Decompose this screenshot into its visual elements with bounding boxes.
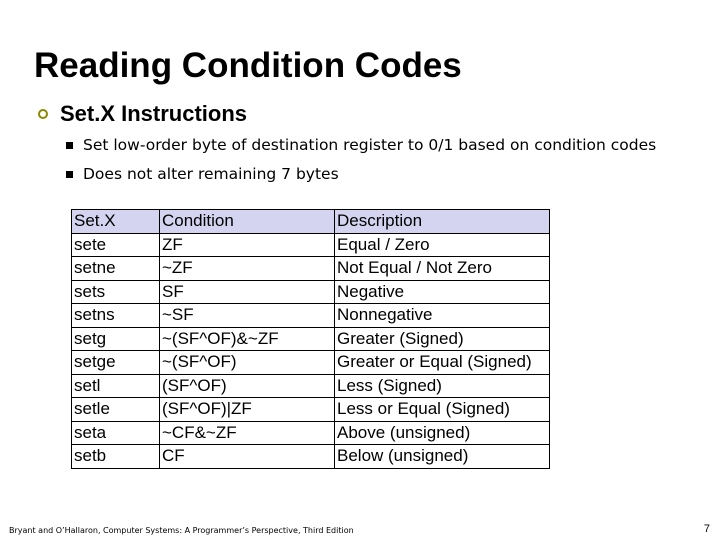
condition-cell: CF (160, 445, 335, 469)
footer-citation: Bryant and O’Hallaron, Computer Systems: A Programmer’s Perspective, Third Edition (9, 526, 354, 535)
ring-bullet-icon (38, 109, 48, 119)
instruction-cell: setle (72, 398, 160, 422)
page-number: 7 (703, 523, 710, 535)
sub-bullet-2 (66, 163, 339, 185)
condition-cell: ZF (160, 233, 335, 257)
table-row (72, 304, 550, 328)
table-row (72, 327, 550, 351)
table-row (72, 280, 550, 304)
setx-table (71, 209, 550, 469)
condition-cell: SF (160, 280, 335, 304)
table-row (72, 421, 550, 445)
condition-cell: ~SF (160, 304, 335, 328)
square-bullet-icon (66, 171, 73, 178)
instruction-cell: setl (72, 374, 160, 398)
description-cell: Greater (Signed) (335, 327, 550, 351)
description-cell: Below (unsigned) (335, 445, 550, 469)
instruction-cell: setg (72, 327, 160, 351)
table-row (72, 398, 550, 422)
instruction-cell: sets (72, 280, 160, 304)
condition-cell: ~CF&~ZF (160, 421, 335, 445)
table-header-row (72, 210, 550, 234)
condition-cell: ~ZF (160, 257, 335, 281)
condition-cell: (SF^OF) (160, 374, 335, 398)
sub-bullet-text: Does not alter remaining 7 bytes (83, 165, 339, 183)
table-row (72, 445, 550, 469)
table-row (72, 257, 550, 281)
description-cell: Greater or Equal (Signed) (335, 351, 550, 375)
condition-cell: (SF^OF)|ZF (160, 398, 335, 422)
condition-cell: ~(SF^OF)&~ZF (160, 327, 335, 351)
description-cell: Nonnegative (335, 304, 550, 328)
description-cell: Not Equal / Not Zero (335, 257, 550, 281)
description-cell: Equal / Zero (335, 233, 550, 257)
instruction-cell: setns (72, 304, 160, 328)
description-cell: Less or Equal (Signed) (335, 398, 550, 422)
instruction-cell: setne (72, 257, 160, 281)
instruction-cell: setge (72, 351, 160, 375)
table-row (72, 374, 550, 398)
table-row (72, 351, 550, 375)
column-header-setx: Set.X (72, 210, 160, 234)
instruction-cell: seta (72, 421, 160, 445)
bullet-setx-instructions (38, 100, 247, 128)
sub-bullet-text: Set low-order byte of destination register to 0/1 based on condition codes (83, 136, 657, 154)
instruction-cell: sete (72, 233, 160, 257)
table-row (72, 233, 550, 257)
sub-bullet-1 (66, 134, 656, 156)
description-cell: Negative (335, 280, 550, 304)
bullet-text: Set.X Instructions (60, 101, 248, 126)
description-cell: Above (unsigned) (335, 421, 550, 445)
column-header-description: Description (335, 210, 550, 234)
instruction-cell: setb (72, 445, 160, 469)
slide-title: Reading Condition Codes (34, 46, 462, 85)
square-bullet-icon (66, 142, 73, 149)
condition-cell: ~(SF^OF) (160, 351, 335, 375)
column-header-condition: Condition (160, 210, 335, 234)
description-cell: Less (Signed) (335, 374, 550, 398)
